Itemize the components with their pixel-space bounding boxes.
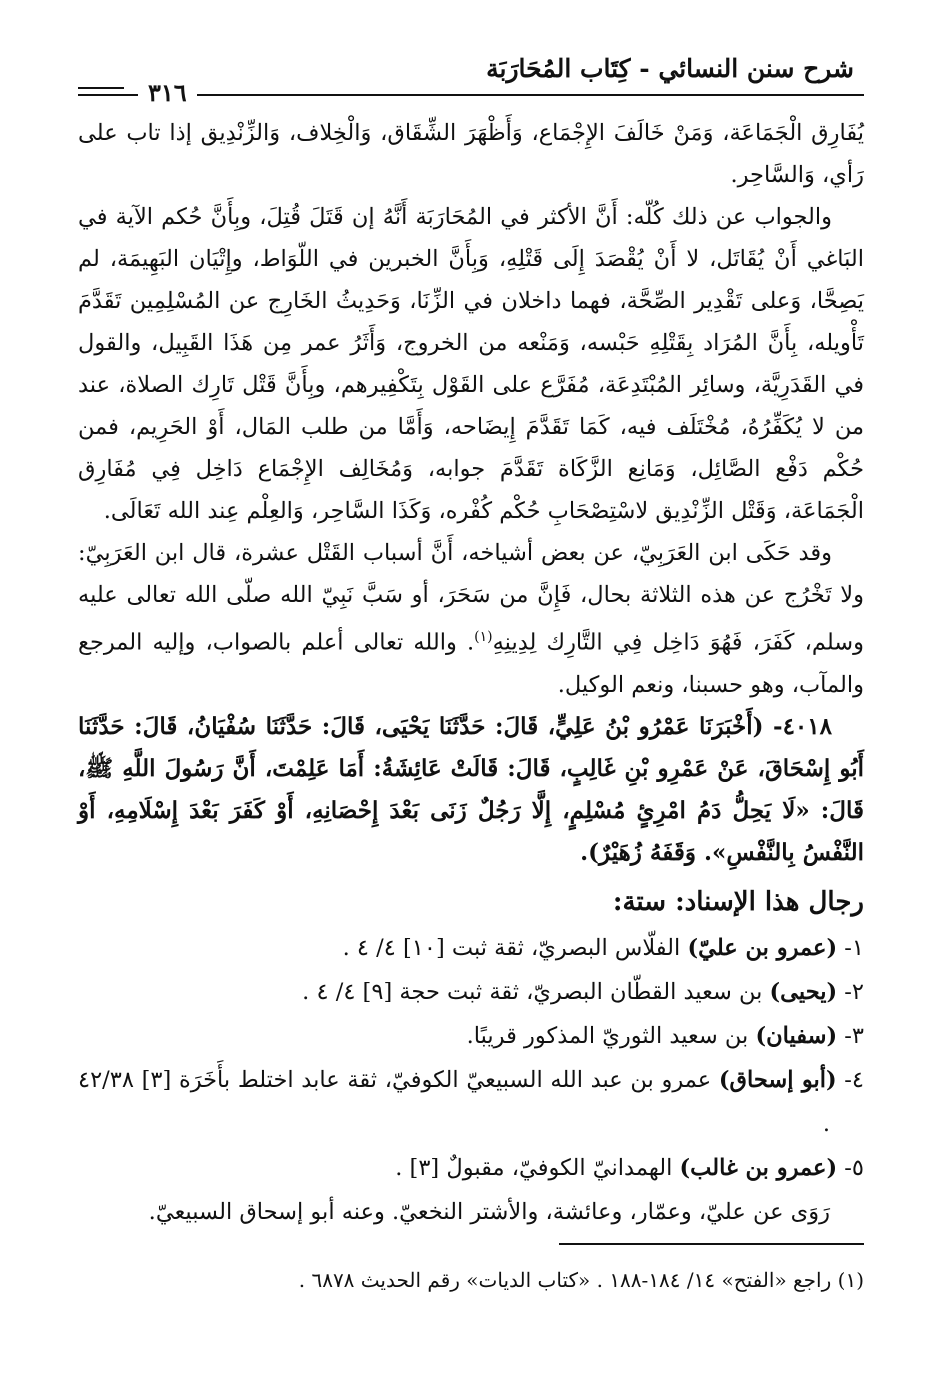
narrator-note: رَوَى عن عليّ، وعمّار، وعائشة، والأشتر النخعيّ. وعنه أبو إسحاق السبيعيّ. [148,1198,830,1225]
footnote-ref: (١) [474,629,493,645]
narrator-name: (يحيى) [769,978,838,1005]
paragraph-2: والجواب عن ذلك كُلّه: أَنَّ الأكثر في المُحَارَبَة أَنَّهُ إن قَتَلَ قُتِلَ، وبِأَنَّ حُكم الآية في البَاغي أَنْ يُقَاتَل، لا أَنْ يُقْصَدَ إِلَى قَتْلِهِ، وَبِأَنَّ الخبرين في اللّوَاط، وإِتْيَان البَهِيمَة، لم يَصِحَّا، وَعلى تَقْدِير الصِّحَّة، فهما داخلان في الزِّنَا، وَحَدِيثُ الخَارِج عن المُسْلِمِين تَقَدَّمَ تَأْويله، بِأَنَّ المُرَاد بِقَتْلِهِ حَبْسه، وَمَنْعه من الخروج، وَأَثَرُ عمر مِن هَذَا القَبِيل، والقول في القَدَرِيَّة، وسائِر المُبْتَدِعَة، مُفَرَّع على القَوْل بِتَكْفِيرهم، وبِأَنَّ قَتْل تَارِك الصلاة، عند من لا يُكَفِّرُهُ، مُخْتَلَف فيه، كَمَا تَقَدَّمَ إِيضَاحه، وَأَمَّا من طلب المَال، أَوْ الحَرِيم، فمن حُكْم دَفْع الصَّائِل، وَمَانِع الزَّكَاة تَقَدَّمَ جوابه، وَمُخَالِف الإِجْمَاع دَاخِل فِي مُفَارِق الْجَمَاعَة، وَقَتْل الزِّنْدِيق لاسْتِصْحَابِ حُكْم كُفْره، وَكَذَا السَّاحِر، وَالعِلْم عِند الله تَعَالَى. [78,204,864,524]
narrator-name: (أبو إسحاق) [718,1066,837,1093]
paragraph-3-text-b: . والله تعالى أعلم بالصواب، وإليه المرجع والمآب، وهو حسبنا، ونعم الوكيل. [78,629,864,698]
narrator-num: ٢- [844,978,864,1005]
narrator-item [78,1058,864,1146]
narrator-num: ١- [844,934,864,961]
header-double-rule [78,87,124,96]
narrator-desc: الهمدانيّ الكوفيّ، مقبولٌ [٣] . [395,1154,673,1181]
section-title: رجال هذا الإسناد: ستة: [612,886,864,917]
hadith-text: ٤٠١٨- (أَخْبَرَنَا عَمْرُو بْنُ عَلِيٍّ، قَالَ: حَدَّثَنَا يَحْيَى، قَالَ: حَدَّثَنَا سُفْيَانُ، قَالَ: حَدَّثَنَا أَبُو إِسْحَاقَ، عَنْ عَمْرِو بْنِ غَالِبٍ، قَالَ: قَالَتْ عَائِشَةُ: أَمَا عَلِمْتَ، أَنَّ رَسُولَ اللَّهِ ﷺ، قَالَ: «لَا يَحِلُّ دَمُ امْرِئٍ مُسْلِمٍ، إِلَّا رَجُلٌ زَنَى بَعْدَ إِحْصَانِهِ، أَوْ كَفَرَ بَعْدَ إِسْلَامِهِ، أَوْ النَّفْسُ بِالنَّفْسِ». وَقَفَهُ زُهَيْرٌ). [78,712,864,866]
narrator-list [78,926,864,1190]
narrator-item [78,1146,864,1190]
narrator-item [78,926,864,970]
footnote-separator [559,1243,864,1245]
narrator-item [78,1014,864,1058]
paragraph-3-text-a: وقد حَكَى ابن العَرَبِيّ، عن بعض أشياخه، أَنَّ أسباب القَتْل عشرة، قال ابن العَرَبِيّ: ولا تَخْرُج عن هذه الثلاثة بحال، فَإِنَّ من سَحَرَ، أو سَبَّ نَبِيّ الله صلّى الله تعالى عليه وسلم، كَفَرَ، فَهُوَ دَاخِل فِي التَّارِك لِدِينِهِ [78,540,864,656]
narrator-name: (سفيان) [755,1022,838,1049]
narrator-num: ٥- [844,1154,864,1181]
footnote: (١) راجع «الفتح» ١٤/ ١٨٤-١٨٨ . «كتاب الديات» رقم الحديث ٦٨٧٨ . [298,1268,864,1292]
book-page [78,40,864,1340]
narrator-desc: الفلّاس البصريّ، ثقة ثبت [١٠] ٤/ ٤ . [342,934,681,961]
narrator-desc: عمرو بن عبد الله السبيعيّ الكوفيّ، ثقة عابد اختلط بأَخَرَة [٣] ٤٢/٣٨ . [78,1066,830,1137]
narrator-desc: بن سعيد القطّان البصريّ، ثقة ثبت حجة [٩] ٤/ ٤ . [302,978,763,1005]
narrator-desc: بن سعيد الثوريّ المذكور قريبًا. [466,1022,749,1049]
narrator-item [78,970,864,1014]
main-text [78,112,864,1234]
page-header [78,40,864,112]
narrator-num: ٤- [844,1066,864,1093]
narrator-num: ٣- [844,1022,864,1049]
narrator-name: (عمرو بن عليّ) [687,934,838,961]
narrator-name: (عمرو بن غالب) [679,1154,838,1181]
page-number: ٣١٦ [138,78,197,107]
paragraph-1: يُفَارِق الْجَمَاعَة، وَمَنْ خَالَفَ الإِجْمَاع، وَأَظْهَرَ الشِّقَاق، وَالْخِلاف، وَالزِّنْدِيق إذا تاب على رَأي، وَالسَّاحِر. [78,120,864,188]
running-title: شرح سنن النسائي - كِتَاب المُحَارَبَة [486,54,854,83]
paragraph-3 [78,532,864,706]
